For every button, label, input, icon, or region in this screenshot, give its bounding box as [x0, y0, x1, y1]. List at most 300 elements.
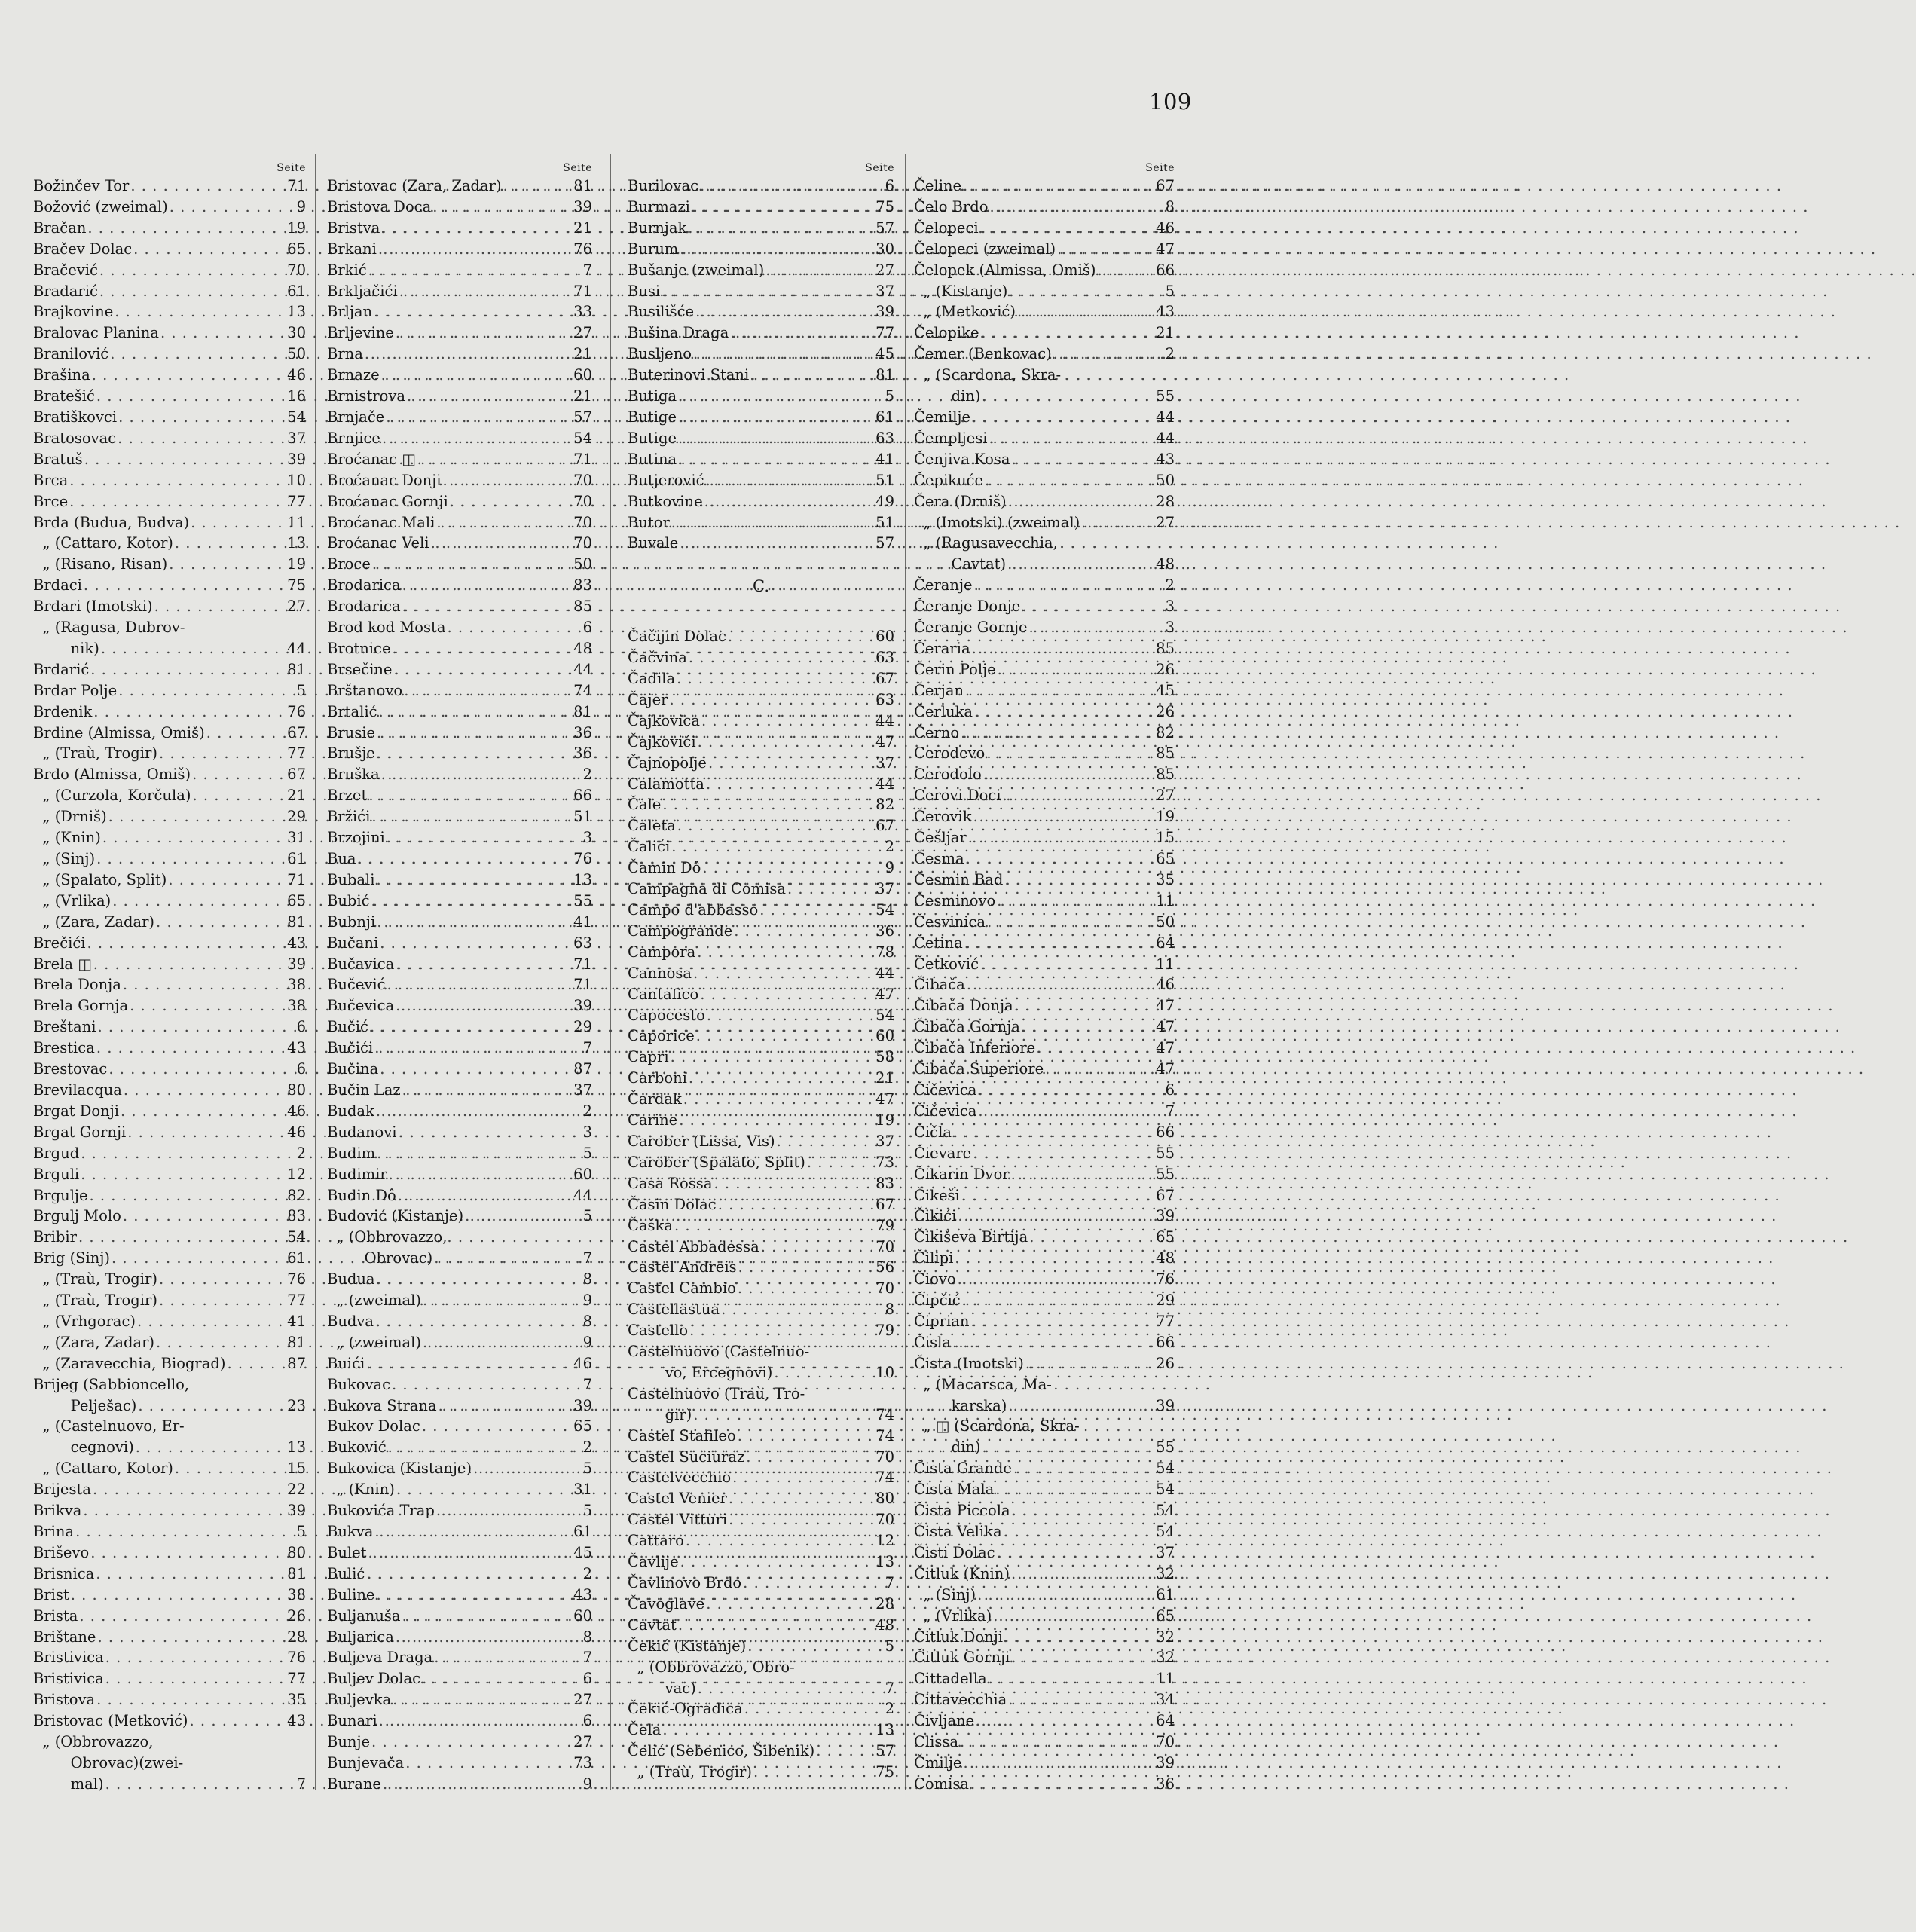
- index-entry: [33, 449, 306, 470]
- place-name: Carine: [628, 1111, 678, 1130]
- place-name: Brnaze: [327, 366, 380, 384]
- page-ref: 85: [1156, 766, 1175, 784]
- page-ref: 54: [573, 429, 592, 447]
- page-ref: 9: [582, 1292, 592, 1310]
- leader-dots: [704, 774, 875, 795]
- page-ref: 30: [875, 240, 894, 258]
- place-name: Brijeg (Sabbioncello,: [33, 1375, 190, 1393]
- leader-dots: [378, 1059, 573, 1080]
- leader-dots: [686, 218, 875, 239]
- place-name: „ (Zaravecchia, Biograd): [33, 1354, 226, 1372]
- page-ref: 76: [287, 1649, 306, 1667]
- leader-dots: [94, 1564, 286, 1585]
- leader-dots: [967, 827, 1155, 848]
- page-ref: 39: [287, 1502, 306, 1520]
- place-name: Česmin Bad: [914, 870, 1004, 888]
- page-ref: 71: [573, 282, 592, 300]
- leader-dots: [1020, 1016, 1155, 1038]
- index-entry: [33, 827, 306, 848]
- index-entry: [327, 743, 592, 764]
- index-entry: [628, 1383, 894, 1405]
- page-ref: 83: [573, 576, 592, 595]
- leader-dots: [1096, 260, 1156, 281]
- leader-dots: [951, 1332, 1155, 1353]
- place-name: „ (zweimal): [327, 1292, 422, 1310]
- page-ref: 75: [875, 1763, 894, 1781]
- page-ref: 5: [296, 681, 306, 699]
- place-name: vac): [628, 1679, 696, 1697]
- page-ref: 41: [875, 450, 894, 468]
- leader-dots: [1056, 239, 1155, 260]
- place-name: Brguli: [33, 1165, 80, 1183]
- page-ref: 67: [875, 817, 894, 835]
- leader-dots: [727, 1488, 875, 1509]
- index-entry: [33, 702, 306, 723]
- leader-dots: [373, 1038, 573, 1059]
- page-ref: 77: [1156, 1312, 1175, 1330]
- page-ref: 66: [1156, 1123, 1175, 1141]
- index-entry: [327, 1206, 592, 1227]
- page-ref: 60: [573, 366, 592, 384]
- page-ref: 11: [1156, 891, 1175, 909]
- page-ref: 26: [1156, 660, 1175, 678]
- index-entry: [914, 1080, 1175, 1101]
- place-name: „ (Obbrovazzo, Obro-: [628, 1658, 795, 1676]
- leader-dots: [678, 533, 875, 554]
- index-entry: [327, 1710, 592, 1732]
- place-name: Bučani: [327, 934, 379, 952]
- index-entry: [628, 386, 894, 407]
- page-ref: 27: [1156, 513, 1175, 531]
- index-entry: [33, 596, 306, 617]
- leader-dots: [696, 1678, 875, 1699]
- place-name: Bristova: [33, 1691, 96, 1709]
- leader-dots: [372, 301, 573, 323]
- index-entry: [628, 984, 894, 1005]
- page-ref: 48: [875, 1616, 894, 1634]
- leader-dots: [380, 218, 573, 239]
- place-name: Butkovine: [628, 492, 703, 510]
- index-entry: [33, 176, 306, 197]
- leader-dots: [970, 407, 1155, 428]
- index-column-2: [327, 162, 592, 1793]
- leader-dots: [432, 1647, 573, 1668]
- place-name: Božović (zweimal): [33, 197, 168, 216]
- leader-dots: [394, 954, 573, 975]
- page-ref: 55: [1156, 1438, 1175, 1457]
- page-ref: 51: [573, 808, 592, 826]
- index-entry: [33, 1396, 306, 1417]
- page-ref: 61: [287, 850, 306, 867]
- index-entry: [327, 1080, 592, 1101]
- place-name: Brajkovine: [33, 303, 114, 321]
- page-ref: 71: [573, 450, 592, 468]
- page-ref: 63: [875, 649, 894, 667]
- page-ref: 48: [1156, 1249, 1175, 1267]
- page-ref: 43: [287, 934, 306, 952]
- page-ref: 54: [875, 901, 894, 919]
- place-name: Čeranje: [914, 576, 973, 595]
- leader-dots: [377, 1710, 573, 1732]
- leader-dots: [668, 689, 875, 711]
- section-heading: [628, 576, 894, 598]
- leader-dots: [110, 1248, 286, 1269]
- index-entry: [914, 848, 1175, 870]
- page-ref: 29: [573, 1018, 592, 1036]
- place-name: Čeranje Gornje: [914, 619, 1028, 637]
- leader-dots: [687, 647, 875, 668]
- page-ref: 76: [573, 850, 592, 867]
- leader-dots: [95, 386, 286, 407]
- place-name: „ (zweimal): [327, 1333, 422, 1351]
- page-ref: 43: [1156, 303, 1175, 321]
- page-ref: 15: [287, 1460, 306, 1478]
- page-ref: 60: [875, 628, 894, 646]
- index-entry: [327, 912, 592, 933]
- place-name: Busljeno: [628, 345, 692, 363]
- leader-dots: [972, 806, 1155, 827]
- leader-dots: [1035, 1038, 1155, 1059]
- leader-dots: [377, 702, 573, 723]
- index-entry: [33, 870, 306, 891]
- page-ref: 44: [573, 1186, 592, 1204]
- leader-dots: [1010, 1647, 1155, 1668]
- page-ref: 67: [287, 766, 306, 784]
- place-name: Budanovi: [327, 1123, 397, 1141]
- leader-dots: [99, 638, 286, 659]
- place-name: Broćanac Veli: [327, 534, 429, 552]
- leader-dots: [764, 260, 875, 281]
- page-ref: 45: [1156, 681, 1175, 699]
- page-ref: 39: [287, 955, 306, 973]
- page-ref: 70: [1156, 1733, 1175, 1751]
- leader-dots: [134, 1437, 286, 1458]
- leader-dots: [374, 1101, 573, 1122]
- place-name: Brnistrova: [327, 387, 405, 405]
- place-name: Čepikuće: [914, 471, 984, 489]
- leader-dots: [128, 995, 286, 1016]
- place-name: Cantafico: [628, 985, 699, 1003]
- place-name: Budović (Kistanje): [327, 1207, 464, 1225]
- page-ref: 67: [287, 723, 306, 741]
- leader-dots: [1006, 554, 1155, 575]
- leader-dots: [973, 702, 1155, 723]
- place-name: Brgat Donji: [33, 1102, 120, 1120]
- page-ref: 6: [1165, 1081, 1175, 1099]
- place-name: Čičevica: [914, 1081, 977, 1099]
- leader-dots: [965, 974, 1155, 995]
- leader-dots: [1002, 1521, 1155, 1542]
- leader-dots: [377, 239, 573, 260]
- index-entry: [914, 1396, 1175, 1417]
- leader-dots: [1010, 1164, 1155, 1185]
- leader-dots: [157, 743, 286, 764]
- page-ref: 13: [287, 1438, 306, 1457]
- index-entry: [33, 954, 306, 975]
- place-name: Broćanac Mali: [327, 513, 435, 531]
- leader-dots: [401, 596, 573, 617]
- place-name: Brtalić: [327, 702, 377, 720]
- index-column-1: [33, 162, 306, 1793]
- page-ref: 65: [287, 891, 306, 909]
- index-entry: [33, 1101, 306, 1122]
- place-name: Castel Stafileo: [628, 1426, 736, 1444]
- index-entry: [33, 1521, 306, 1542]
- index-entry: [628, 879, 894, 900]
- leader-dots: [502, 176, 573, 197]
- index-entry: [327, 449, 592, 470]
- page-ref: 77: [287, 1292, 306, 1310]
- index-entry: [628, 449, 894, 470]
- place-name: Čardak: [628, 1090, 682, 1108]
- index-entry: [628, 301, 894, 323]
- page-ref: 71: [573, 955, 592, 973]
- page-ref: 27: [573, 1691, 592, 1709]
- index-entry: [33, 1668, 306, 1689]
- page-ref: 64: [1156, 1712, 1175, 1730]
- leader-dots: [375, 1269, 573, 1290]
- place-name: Calamotta: [628, 775, 704, 793]
- leader-dots: [1028, 617, 1155, 638]
- index-entry: [327, 1227, 592, 1248]
- index-entry: [628, 942, 894, 963]
- page-ref: 70: [287, 261, 306, 279]
- place-name: Brodarica: [327, 598, 401, 616]
- leader-dots: [677, 428, 875, 449]
- leader-dots: [1012, 1458, 1155, 1479]
- leader-dots: [472, 1458, 573, 1479]
- leader-dots: [437, 1396, 573, 1417]
- page-ref: 56: [875, 1258, 894, 1276]
- page-ref: 22: [287, 1481, 306, 1499]
- index-entry: [33, 1627, 306, 1648]
- page-ref: 3: [582, 829, 592, 847]
- leader-dots: [129, 176, 286, 197]
- leader-dots: [365, 1353, 573, 1374]
- place-name: Bučin Laz: [327, 1081, 401, 1099]
- index-entry: [914, 176, 1175, 197]
- page-ref: 47: [875, 1090, 894, 1108]
- leader-dots: [726, 626, 875, 647]
- page-number: 109: [1149, 89, 1192, 115]
- page-ref: 82: [875, 796, 894, 814]
- place-name: Čaška: [628, 1216, 673, 1234]
- leader-dots: [959, 723, 1155, 744]
- index-entry: [33, 1248, 306, 1269]
- place-name: C.: [753, 577, 769, 596]
- place-name: „ (Curzola, Korčula): [33, 787, 191, 805]
- index-entry: [914, 386, 1175, 407]
- index-entry: [628, 1488, 894, 1509]
- page-ref: 61: [573, 1523, 592, 1540]
- index-entry: [914, 1206, 1175, 1227]
- page-ref: 7: [582, 261, 592, 279]
- place-name: Brijesta: [33, 1481, 91, 1499]
- place-name: karska): [914, 1396, 1007, 1414]
- index-entry: [33, 1059, 306, 1080]
- page-ref: 55: [1156, 1165, 1175, 1183]
- leader-dots: [679, 1551, 875, 1573]
- place-name: Bulet: [327, 1543, 367, 1561]
- leader-dots: [976, 1080, 1155, 1101]
- leader-dots: [381, 1774, 573, 1795]
- index-entry: [914, 1627, 1175, 1648]
- leader-dots: [1013, 995, 1155, 1016]
- place-name: „ (Macarsca, Ma-: [914, 1375, 1052, 1393]
- place-name: Čavlije: [628, 1553, 679, 1571]
- place-name: Brnjice: [327, 429, 380, 447]
- place-name: Brna: [327, 345, 363, 363]
- page-ref: 63: [875, 429, 894, 447]
- index-entry: [914, 1332, 1175, 1353]
- leader-dots: [956, 1206, 1155, 1227]
- leader-dots: [96, 1016, 286, 1038]
- leader-dots: [692, 344, 875, 365]
- place-name: Brzet: [327, 787, 368, 805]
- index-entry: [914, 1437, 1175, 1458]
- page-ref: 19: [1156, 808, 1175, 826]
- page-ref: 47: [1156, 240, 1175, 258]
- place-name: Bušanje (zweimal): [628, 261, 765, 279]
- index-entry: [628, 732, 894, 753]
- index-entry: [628, 647, 894, 668]
- leader-dots: [661, 794, 875, 815]
- leader-dots: [390, 1374, 573, 1396]
- place-name: Brela Gornja: [33, 997, 129, 1015]
- page-ref: 38: [287, 976, 306, 994]
- place-name: Bristova Doca: [327, 197, 432, 216]
- page-ref: 31: [573, 1481, 592, 1499]
- leader-dots: [441, 470, 573, 491]
- leader-dots: [980, 386, 1155, 407]
- leader-dots: [368, 1016, 573, 1038]
- place-name: Bukov Dolac: [327, 1417, 420, 1435]
- leader-dots: [367, 785, 573, 806]
- place-name: Brod kod Mosta: [327, 619, 446, 637]
- leader-dots: [401, 575, 573, 596]
- leader-dots: [986, 912, 1155, 933]
- index-entry: [628, 1741, 894, 1762]
- place-name: Buljev Dolac: [327, 1670, 421, 1688]
- leader-dots: [82, 575, 286, 596]
- index-entry: [628, 239, 894, 260]
- index-column-3: [628, 162, 894, 1790]
- leader-dots: [395, 1479, 573, 1500]
- place-name: Čilipi: [914, 1249, 954, 1267]
- place-name: Brnjače: [327, 408, 385, 426]
- page-ref: 80: [287, 1081, 306, 1099]
- place-name: Broćanac Donji: [327, 471, 442, 489]
- index-entry: [33, 995, 306, 1016]
- place-name: Brljan: [327, 303, 373, 321]
- leader-dots: [669, 1047, 875, 1068]
- page-ref: 2: [885, 838, 894, 856]
- page-ref: 55: [1156, 387, 1175, 405]
- place-name: Bua: [327, 850, 356, 867]
- index-entry: [914, 1479, 1175, 1500]
- place-name: Buljanuša: [327, 1606, 401, 1625]
- page-ref: 6: [296, 1018, 306, 1036]
- index-entry: [33, 1122, 306, 1143]
- index-entry: [914, 428, 1175, 449]
- leader-dots: [953, 1248, 1155, 1269]
- page-ref: 32: [1156, 1649, 1175, 1667]
- page-ref: 65: [1156, 850, 1175, 867]
- page-ref: 36: [875, 922, 894, 940]
- place-name: „ (Cattaro, Kotor): [33, 1460, 173, 1478]
- index-entry: [914, 218, 1175, 239]
- place-name: Čisla: [914, 1333, 952, 1351]
- place-name: „ (Metković): [914, 303, 1016, 321]
- index-entry: [628, 1405, 894, 1426]
- index-entry: [327, 1185, 592, 1206]
- place-name: Čačijin Dolac: [628, 628, 726, 646]
- place-name: Carober (Spalato, Split): [628, 1153, 805, 1171]
- place-name: Brgulje: [33, 1186, 88, 1204]
- leader-dots: [157, 1269, 286, 1290]
- leader-dots: [104, 1668, 286, 1689]
- leader-dots: [446, 617, 573, 638]
- place-name: Caporice: [628, 1027, 695, 1045]
- index-entry: [327, 1353, 592, 1374]
- leader-dots: [401, 1606, 573, 1627]
- leader-dots: [89, 659, 286, 680]
- page-ref: 64: [1156, 934, 1175, 952]
- place-name: Bristva: [327, 219, 380, 237]
- page-ref: 70: [573, 513, 592, 531]
- page-ref: 48: [573, 639, 592, 657]
- place-name: Čiprian: [914, 1312, 970, 1330]
- index-entry: [914, 806, 1175, 827]
- leader-dots: [661, 1720, 875, 1741]
- entry-list: [33, 176, 306, 1795]
- place-name: Bukva: [327, 1523, 374, 1540]
- place-name: Brela ◫: [33, 955, 92, 973]
- place-name: Burmazi: [628, 197, 690, 216]
- index-entry: [914, 1122, 1175, 1143]
- leader-dots: [741, 1573, 875, 1594]
- page-ref: 2: [582, 766, 592, 784]
- place-name: Castelnuovo (Traù, Tro-: [628, 1384, 805, 1402]
- place-name: Božinčev Tor: [33, 177, 130, 194]
- page-ref: 63: [573, 934, 592, 952]
- page-ref: 16: [287, 387, 306, 405]
- page-ref: 65: [573, 1417, 592, 1435]
- index-entry: [327, 1500, 592, 1521]
- place-name: Čeline: [914, 177, 962, 194]
- index-entry: [33, 533, 306, 554]
- page-ref: 6: [582, 1670, 592, 1688]
- index-entry: [628, 1299, 894, 1320]
- leader-dots: [979, 218, 1155, 239]
- leader-dots: [704, 1594, 875, 1615]
- leader-dots: [712, 1173, 875, 1194]
- page-ref: 13: [875, 1553, 894, 1571]
- leader-dots: [729, 323, 875, 344]
- page-ref: 79: [875, 1216, 894, 1234]
- page-ref: 44: [287, 639, 306, 657]
- index-entry: [914, 1227, 1175, 1248]
- page-ref: 21: [573, 387, 592, 405]
- index-entry: [327, 323, 592, 344]
- place-name: Čievare: [914, 1144, 972, 1162]
- leader-dots: [96, 1627, 286, 1648]
- index-entry: [628, 711, 894, 732]
- index-entry: [327, 1542, 592, 1564]
- index-entry: [33, 281, 306, 302]
- place-name: „ (Traù, Trogir): [33, 1270, 157, 1289]
- leader-dots: [1007, 1396, 1155, 1417]
